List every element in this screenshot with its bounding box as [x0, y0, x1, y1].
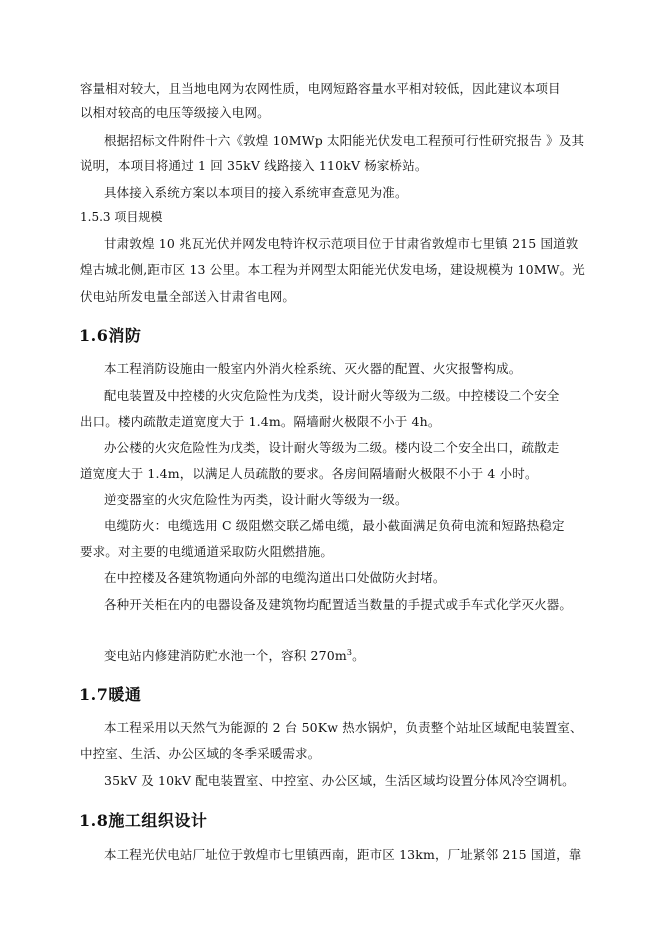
paragraph-line: 具体接入系统方案以本项目的接入系统审查意见为准。	[104, 185, 408, 200]
paragraph-line	[104, 647, 365, 665]
paragraph-line: 中控室、生活、办公区域的冬季采暖需求。	[80, 746, 321, 761]
paragraph-line: 要求。对主要的电缆通道采取防火阻燃措施。	[80, 544, 334, 559]
paragraph-text-end: 。	[352, 648, 365, 663]
paragraph-line: 办公楼的火灾危险性为戊类，设计耐火等级为二级。楼内设二个安全出口，疏散走	[104, 440, 560, 455]
paragraph-line: 以相对较高的电压等级接入电网。	[80, 105, 270, 120]
paragraph-line: 甘肃敦煌 10 兆瓦光伏并网发电特许权示范项目位于甘肃省敦煌市七里镇 215 国道敦	[104, 236, 579, 251]
paragraph-line: 道宽度大于 1.4m，以满足人员疏散的要求。各房间隔墙耐火极限不小于 4 小时。	[80, 466, 538, 481]
paragraph-line: 本工程消防设施由一般室内外消火栓系统、灭火器的配置、火灾报警构成。	[104, 361, 522, 376]
paragraph-line: 配电装置及中控楼的火灾危险性为戊类，设计耐火等级为二级。中控楼设二个安全	[104, 388, 560, 403]
section-heading-fire-protection: 1.6消防	[79, 326, 142, 345]
paragraph-line: 容量相对较大，且当地电网为农网性质，电网短路容量水平相对较低，因此建议本项目	[80, 81, 561, 96]
paragraph-line: 说明，本项目将通过 1 回 35kV 线路接入 110kV 杨家桥站。	[80, 158, 428, 173]
section-heading-hvac: 1.7暖通	[79, 685, 142, 704]
paragraph-line: 各种开关柜在内的电器设备及建筑物均配置适当数量的手提式或手车式化学灭火器。	[104, 597, 573, 612]
paragraph-line: 35kV 及 10kV 配电装置室、中控室、办公区域，生活区域均设置分体风冷空调机。	[104, 773, 575, 788]
paragraph-line: 煌古城北侧,距市区 13 公里。本工程为并网型太阳能光伏发电场，建设规模为 10MW。光	[80, 262, 585, 277]
subsection-title: 1.5.3 项目规模	[80, 210, 163, 224]
paragraph-line: 出口。楼内疏散走道宽度大于 1.4m。隔墙耐火极限不小于 4h。	[80, 414, 441, 429]
paragraph-line: 本工程光伏电站厂址位于敦煌市七里镇西南，距市区 13km，厂址紧邻 215 国道，靠	[104, 847, 582, 862]
section-heading-construction: 1.8施工组织设计	[79, 811, 208, 830]
paragraph-line: 根据招标文件附件十六《敦煌 10MWp 太阳能光伏发电工程预可行性研究报告 》及其	[104, 133, 585, 148]
paragraph-line: 电缆防火：电缆选用 C 级阻燃交联乙烯电缆，最小截面满足负荷电流和短路热稳定	[104, 518, 565, 533]
superscript: 3	[346, 647, 353, 657]
paragraph-line: 伏电站所发电量全部送入甘肃省电网。	[80, 289, 296, 304]
paragraph-line: 本工程采用以天然气为能源的 2 台 50Kw 热水锅炉，负责整个站址区域配电装置室、	[104, 720, 583, 735]
paragraph-line: 逆变器室的火灾危险性为丙类，设计耐火等级为一级。	[104, 492, 408, 507]
paragraph-text: 变电站内修建消防贮水池一个，容积 270m	[104, 648, 347, 663]
paragraph-line: 在中控楼及各建筑物通向外部的电缆沟道出口处做防火封堵。	[104, 570, 446, 585]
